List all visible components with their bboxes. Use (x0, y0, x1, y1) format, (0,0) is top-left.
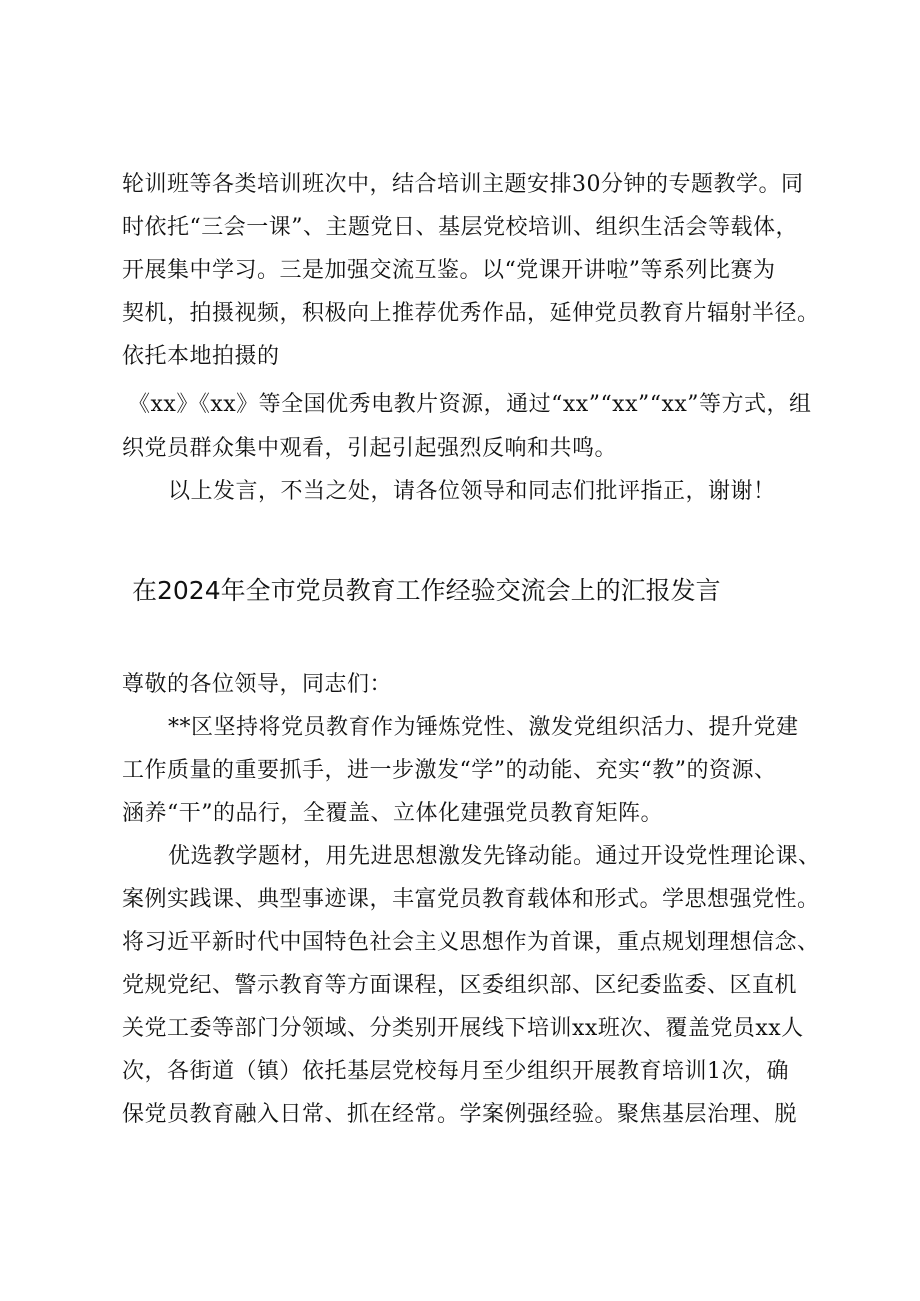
paragraph-line: 优选教学题材，用先进思想激发先锋动能。通过开设党性理论课、 (168, 844, 821, 869)
paragraph-line: **区坚持将党员教育作为锤炼党性、激发党组织活力、提升党建 (168, 715, 799, 740)
paragraph-line: 涵养“干”的品行，全覆盖、立体化建强党员教育矩阵。 (122, 801, 663, 826)
paragraph-line: 保党员教育融入日常、抓在经常。学案例强经验。聚焦基层治理、脱 (122, 1102, 798, 1127)
closing-remark: 以上发言，不当之处，请各位领导和同志们批评指正，谢谢！ (168, 479, 776, 504)
paragraph-line: 将习近平新时代中国特色社会主义思想作为首课，重点规划理想信念、 (122, 930, 820, 955)
paragraph-line: 关党工委等部门分领域、分类别开展线下培训xx班次、覆盖党员xx人 (122, 1016, 804, 1041)
paragraph-line: 依托本地拍摄的 (122, 344, 280, 369)
paragraph-line: 开展集中学习。三是加强交流互鉴。以“党课开讲啦”等系列比赛为 (122, 258, 776, 283)
paragraph-line: 工作质量的重要抓手，进一步激发“学”的动能、充实“教”的资源、 (122, 758, 777, 783)
paragraph-line: 次，各街道（镇）依托基层党校每月至少组织开展教育培训1次，确 (122, 1059, 789, 1084)
paragraph-line: 轮训班等各类培训班次中，结合培训主题安排30分钟的专题教学。同 (122, 172, 804, 197)
paragraph-line: 党规党纪、警示教育等方面课程，区委组织部、区纪委监委、区直机 (122, 973, 798, 998)
paragraph-line: 织党员群众集中观看，引起引起强烈反响和共鸣。 (122, 436, 618, 461)
paragraph-line: 《xx》《xx》等全国优秀电教片资源，通过“xx”“xx”“xx”等方式，组 (128, 392, 812, 417)
paragraph-line: 契机，拍摄视频，积极向上推荐优秀作品，延伸党员教育片辐射半径。 (122, 301, 820, 326)
paragraph-line: 时依托“三会一课”、主题党日、基层党校培训、组织生活会等载体， (122, 215, 798, 240)
salutation: 尊敬的各位领导，同志们： (122, 672, 393, 697)
paragraph-line: 案例实践课、典型事迹课，丰富党员教育载体和形式。学思想强党性。 (122, 887, 820, 912)
speech-title: 在2024年全市党员教育工作经验交流会上的汇报发言 (132, 576, 721, 605)
